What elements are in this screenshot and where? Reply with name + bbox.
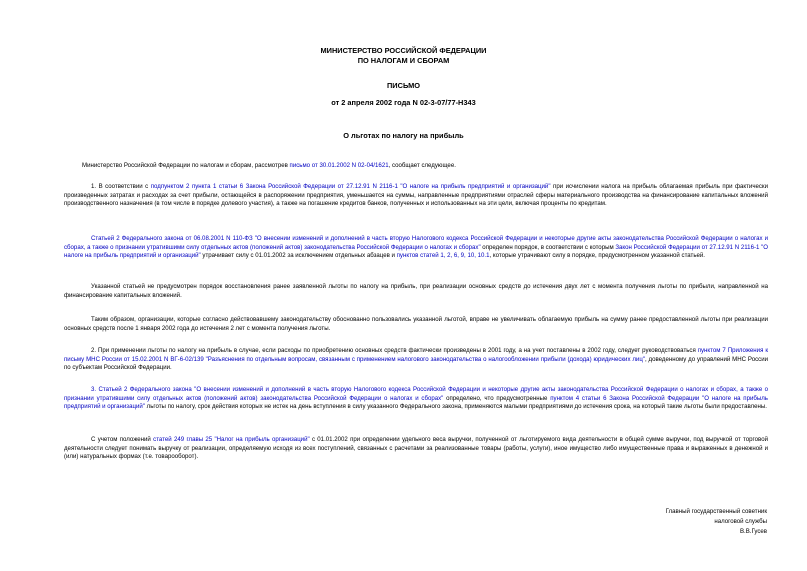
document-date-number: от 2 апреля 2002 года N 02-3-07/77-Н343 [331, 98, 476, 107]
text: 2. При применении льготы по налогу на прибыль в случае, если расходы по приобретению основных средств фактически произведены в 2001 году, а на учет поставлены в 2002 году, следует руководствоваться [91, 347, 698, 354]
text: Указанной статьей не предусмотрен порядок восстановления ранее заявленной льготы по налогу на прибыль, при реализации основных средств до истечения двух лет с момента получения льготы по прибыли, направленной на финансирование капитальных вложений. [64, 283, 768, 299]
text: утрачивает силу с 01.01.2002 за исключением отдельных абзацев и [200, 252, 397, 260]
federal-law-article-link[interactable]: Статьей 2 Федерального закона от 06.08.2001 N 110-ФЗ "О внесении изменений и дополнений в часть вторую Налогового кодекса Российской Федерации и некоторые другие акты законодательства Российской Федерации о налогах и сборах, а также о признании утратившими силу отдельных актов (положений актов) законодательства Российской Федерации о налогах и сборах" [64, 235, 768, 251]
text: льготы по налогу, срок действия которых не истек на день вступления в силу указанного Федерального закона, применяются малыми предприятиями до истечения срока, на который такие льготы были предоставлены. [144, 403, 767, 411]
text: Таким образом, организации, которые согласно действовавшему законодательству обоснованно пользовались указанной льготой, вправе не увеличивать облагаемую прибыль на сумму ранее предоставленной льготы при реализации основных средств после 1 января 2002 года до истечения 2 лет с момента получения льготы. [64, 316, 768, 332]
paragraph-4 [64, 316, 768, 333]
paragraph-7 [64, 436, 768, 462]
text: при исчислении налога на прибыль облагаемая прибыль при фактически произведенных затратах и расходах за счет прибыли, остающейся в распоряжении предприятия, уменьшается на суммы, направленные предприятиями отраслей сферы материального производства на финансирование капитальных вложений производственного назначения (в том числе в порядке долевого участия), а также на погашение кредитов банков, полученных и использованных на эти цели, включая проценты по кредитам. [64, 183, 769, 208]
paragraph-6 [64, 386, 768, 412]
paragraph-2 [64, 235, 768, 261]
text: С учетом положений [91, 436, 154, 443]
text: с 01.01.2002 при определении удельного веса выручки, полученной от льготируемого вида деятельности в общей сумме выручки, под выручкой от торговой деятельности следует понимать выручку от реализации, определяемую исходя из всех поступлений, связанных с расчетами за реализованные товары (работы, услуги), иное имущество либо имущественные права и выраженных в денежной и (или) натуральных формах (т.е. товарооборот). [64, 436, 768, 461]
text: определено, что предусмотренные [443, 394, 551, 402]
tax-code-article-link[interactable]: статей 249 главы 25 "Налог на прибыль организаций" [153, 436, 310, 443]
ministry-title-line1: МИНИСТЕРСТВО РОССИЙСКОЙ ФЕДЕРАЦИИ [320, 46, 487, 55]
document-subject: О льготах по налогу на прибыль [343, 131, 464, 140]
signature-name: В.В.Гусев [739, 528, 767, 535]
document-type: ПИСЬМО [387, 81, 420, 90]
intro-paragraph [64, 162, 768, 171]
text: , доведенному до управлений МНС России по субъектам Российской Федерации. [64, 355, 768, 372]
signature-title: Главный государственный советник [665, 508, 767, 515]
text: Министерство Российской Федерации по налогам и сборам, рассмотрев [82, 162, 290, 169]
text: 1. В соответствии с [91, 183, 151, 190]
signature-service: налоговой службы [714, 518, 767, 525]
text: , которые утрачивают силу в порядке, предусмотренном указанной статьей. [489, 252, 705, 260]
paragraph-5 [64, 347, 768, 373]
paragraph-3 [64, 283, 768, 300]
mns-letter-link[interactable]: пунктом 7 Приложения к письму МНС России от 15.02.2001 N ВГ-6-02/139 "Разъяснения по отдельным вопросам, связанным с применением налогового законодательства о налогообложении прибыли (дохода) юридических лиц" [64, 347, 768, 363]
text: определен порядок, в соответствии с которым [480, 243, 616, 251]
ministry-title-line2: ПО НАЛОГАМ И СБОРАМ [357, 56, 450, 65]
paragraph-1 [64, 183, 768, 209]
articles-points-link[interactable]: пунктов статей 1, 2, 6, 9, 10, 10.1 [396, 252, 490, 260]
text: , сообщает следующее. [388, 162, 456, 169]
letter-link[interactable]: письмо от 30.01.2002 N 02-04/1621 [289, 162, 389, 169]
federal-law-article-link-2[interactable]: 3. Статьей 2 Федерального закона "О внесении изменений и дополнений в часть вторую Налогового кодекса Российской Федерации и некоторые другие акты законодательства Российской Федерации о налогах и сборах, а также о признании утратившими силу отдельных актов (положений актов) законодательства Российской Федерации о налогах и сборах" [64, 386, 768, 402]
law-subparagraph-link[interactable]: подпунктом 2 пункта 1 статьи 6 Закона Российской Федерации от 27.12.91 N 2116-1 "О налоге на прибыль предприятий и организаций" [150, 183, 551, 190]
rf-law-link[interactable]: Закон Российской Федерации от 27.12.91 N 2116-1 "О налоге на прибыль предприятий и организаций" [64, 243, 768, 260]
rf-law-point-link[interactable]: пунктом 4 статьи 6 Закона Российской Федерации "О налоге на прибыль предприятий и организаций" [64, 394, 768, 411]
